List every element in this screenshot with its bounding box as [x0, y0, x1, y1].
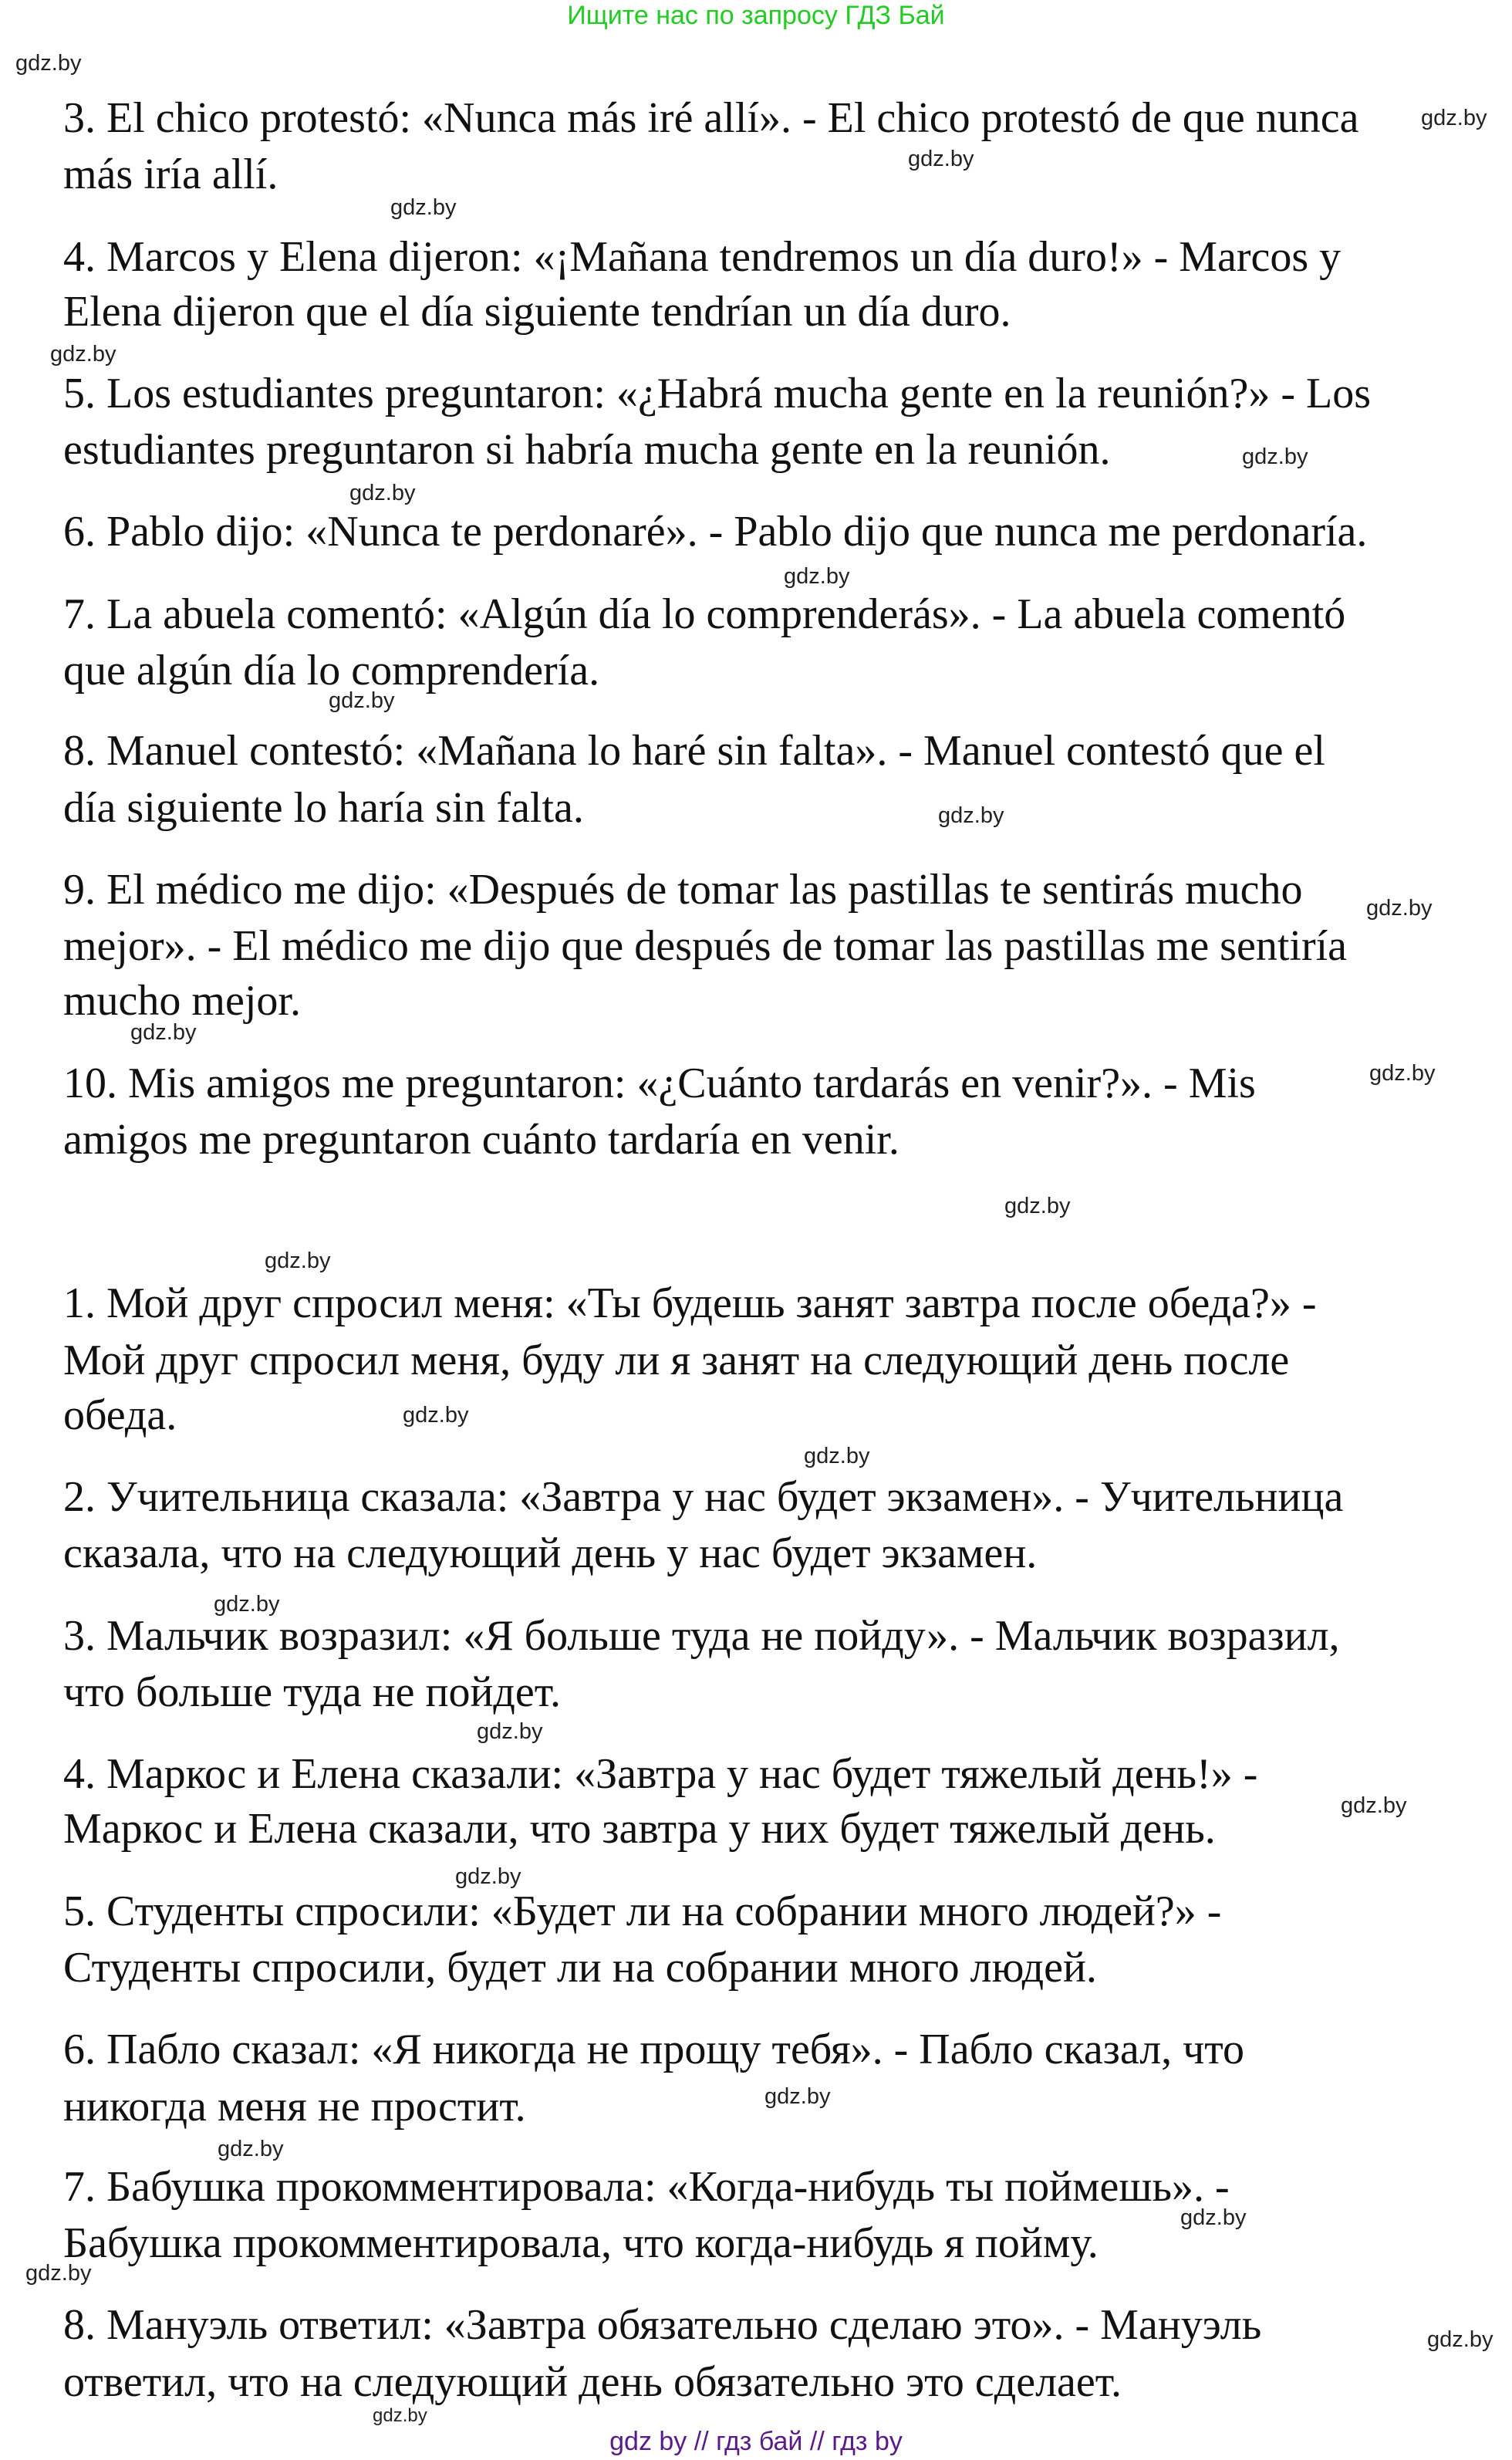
answer-line: Elena dijeron que el día siguiente tendrían un día duro.: [63, 288, 1011, 336]
answer-line: 6. Пабло сказал: «Я никогда не прощу тебя». - Пабло сказал, что: [63, 2026, 1245, 2073]
answer-line: Студенты спросили, будет ли на собрании много людей.: [63, 1944, 1097, 1992]
watermark: gdz.by: [349, 481, 416, 505]
answer-line: mucho mejor.: [63, 977, 301, 1025]
answer-line: никогда меня не простит.: [63, 2083, 526, 2131]
answer-line: ответил, что на следующий день обязательно это сделает.: [63, 2358, 1122, 2406]
watermark: gdz.by: [1369, 1061, 1436, 1086]
watermark: gdz.by: [1180, 2205, 1247, 2230]
answer-line: 4. Маркос и Елена сказали: «Завтра у нас будет тяжелый день!» -: [63, 1750, 1258, 1798]
answer-line: Бабушка прокомментировала, что когда-нибудь я пойму.: [63, 2219, 1099, 2267]
answer-line: 6. Pablo dijo: «Nunca te perdonaré». - Pablo dijo que nunca me perdonaría.: [63, 508, 1368, 556]
answer-line: que algún día lo comprendería.: [63, 647, 600, 694]
search-banner: Ищите нас по запросу ГДЗ Бай: [567, 1, 945, 30]
watermark: gdz.by: [390, 195, 457, 220]
watermark: gdz.by: [373, 2405, 427, 2426]
watermark: gdz.by: [1004, 1194, 1071, 1218]
answer-line: 3. Мальчик возразил: «Я больше туда не пойду». - Мальчик возразил,: [63, 1612, 1340, 1660]
watermark: gdz.by: [130, 1020, 197, 1045]
answer-line: día siguiente lo haría sin falta.: [63, 784, 584, 832]
answer-line: Мой друг спросил меня, буду ли я занят на следующий день после: [63, 1336, 1290, 1384]
answer-line: estudiantes preguntaron si habría mucha gente en la reunión.: [63, 426, 1111, 474]
answer-line: 5. Los estudiantes preguntaron: «¿Habrá mucha gente en la reunión?» - Los: [63, 370, 1371, 417]
answer-line: mejor». - El médico me dijo que después de tomar las pastillas me sentiría: [63, 922, 1348, 970]
answer-line: 10. Mis amigos me preguntaron: «¿Cuánto tardarás en venir?». - Mis: [63, 1059, 1256, 1107]
answer-line: 3. El chico protestó: «Nunca más iré allí». - El chico protestó de que nunca: [63, 94, 1359, 142]
watermark: gdz.by: [1427, 2327, 1493, 2352]
watermark: gdz.by: [25, 2261, 92, 2286]
footer-links: gdz by // гдз бай // гдз by: [609, 2427, 903, 2456]
watermark: gdz.by: [329, 688, 395, 713]
answer-line: amigos me preguntaron cuánto tardaría en venir.: [63, 1116, 899, 1164]
answer-line: 7. La abuela comentó: «Algún día lo comprenderás». - La abuela comentó: [63, 590, 1346, 638]
watermark: gdz.by: [403, 1403, 469, 1428]
watermark: gdz.by: [804, 1444, 870, 1468]
answer-line: 9. El médico me dijo: «Después de tomar las pastillas te sentirás mucho: [63, 866, 1303, 914]
answer-line: 8. Manuel contestó: «Mañana lo haré sin falta». - Manuel contestó que el: [63, 727, 1325, 775]
watermark: gdz.by: [908, 147, 974, 171]
answer-line: сказала, что на следующий день у нас будет экзамен.: [63, 1529, 1038, 1577]
answer-line: más iría allí.: [63, 150, 278, 198]
watermark: gdz.by: [784, 564, 850, 589]
watermark: gdz.by: [455, 1864, 521, 1889]
watermark: gdz.by: [938, 803, 1004, 828]
watermark: gdz.by: [265, 1249, 331, 1273]
answer-line: 4. Marcos y Elena dijeron: «¡Mañana tendremos un día duro!» - Marcos y: [63, 233, 1342, 281]
answer-line: 2. Учительница сказала: «Завтра у нас будет экзамен». - Учительница: [63, 1473, 1344, 1521]
answer-line: что больше туда не пойдет.: [63, 1668, 562, 1716]
answer-line: 8. Мануэль ответил: «Завтра обязательно сделаю это». - Мануэль: [63, 2301, 1262, 2349]
answer-line: 1. Мой друг спросил меня: «Ты будешь занят завтра после обеда?» -: [63, 1279, 1317, 1327]
answer-line: 7. Бабушка прокомментировала: «Когда-нибудь ты поймешь». -: [63, 2163, 1230, 2211]
watermark: gdz.by: [1421, 106, 1487, 130]
watermark: gdz.by: [764, 2084, 831, 2109]
watermark: gdz.by: [1341, 1793, 1407, 1818]
watermark: gdz.by: [477, 1719, 543, 1744]
answer-line: Маркос и Елена сказали, что завтра у них будет тяжелый день.: [63, 1805, 1216, 1853]
watermark: gdz.by: [218, 2137, 284, 2161]
answer-line: обеда.: [63, 1391, 177, 1439]
watermark: gdz.by: [1242, 444, 1308, 469]
answer-line: 5. Студенты спросили: «Будет ли на собрании много людей?» -: [63, 1887, 1222, 1935]
watermark: gdz.by: [1366, 896, 1433, 921]
watermark: gdz.by: [15, 51, 82, 76]
watermark: gdz.by: [50, 342, 116, 367]
watermark: gdz.by: [214, 1592, 280, 1617]
